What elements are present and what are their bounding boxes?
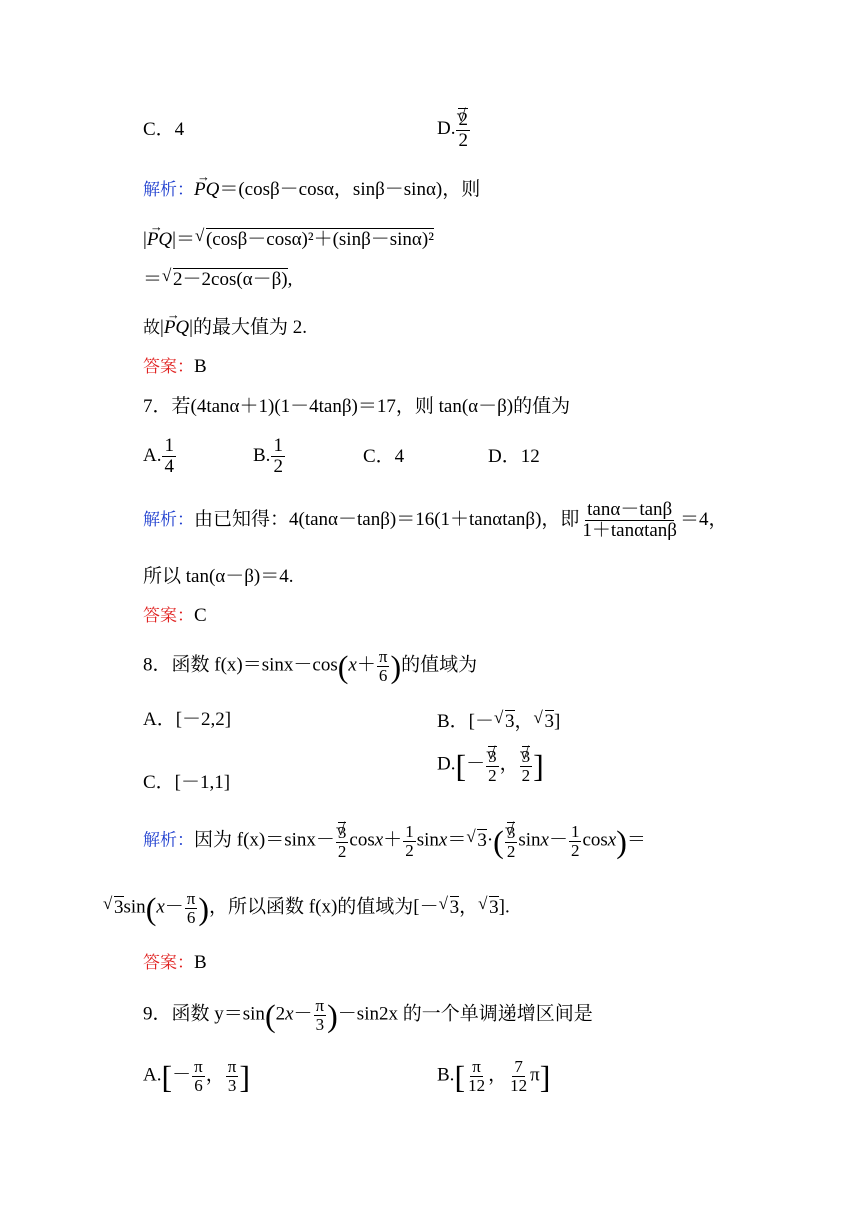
q7-answer xyxy=(143,606,207,625)
q7-option-a: A. $\frac{1}{4}$ xyxy=(143,435,174,477)
q7-option-b-fraction: $\frac{1}{2}$ xyxy=(273,435,283,477)
answer-label: 答案： xyxy=(143,606,194,626)
q6-option-d-label: D. xyxy=(437,117,456,139)
answer-label: 答案： xyxy=(143,357,194,377)
q9-option-b: B.[ $\frac{\pi}{12}$ ， $\frac{7}{12}$ π] xyxy=(437,1057,551,1095)
q7-solution-fraction: $\frac{\tan\alpha-\tan\beta}{1+\tan\alpha\tan\beta}$ xyxy=(582,499,677,541)
q6-solution-line3: ＝√ 2－2cos(α－β), xyxy=(143,268,292,289)
vector-pq: PQ xyxy=(163,317,190,338)
q7-solution-line1: 解析：由已知得：4(tanα－tanβ)＝16(1＋tanαtanβ)，即 $\frac{\tan\alpha-\tan\beta}{1+\tan\alpha\tan\beta}$ ＝4， xyxy=(143,499,728,541)
q6-radical-1: (cosβ－cosα)²＋(sinβ－sinα)² xyxy=(205,229,434,250)
answer-value: B xyxy=(194,952,207,973)
q7-option-a-fraction: $\frac{1}{4}$ xyxy=(164,435,174,477)
q6-solution-text1: ＝(cosβ－cosα，sinβ－sinα)，则 xyxy=(219,179,481,200)
q6-solution-line4: 故|→ PQ|的最大值为 2. xyxy=(143,318,307,337)
q7-option-d: D．12 xyxy=(488,446,540,467)
answer-value: B xyxy=(194,356,207,377)
q8-option-c: C．[－1,1] xyxy=(143,772,231,793)
q8-option-d: D.[－ √ $\frac{3}{2}$ ， √ $\frac{3}{2}$ ] xyxy=(437,746,544,785)
answer-value: C xyxy=(194,605,207,626)
q8-option-a: A．[－2,2] xyxy=(143,709,232,730)
q6-solution-line1 xyxy=(143,180,480,199)
solution-label: 解析： xyxy=(143,180,194,200)
q7-solution-line2: 所以 tan(α－β)＝4. xyxy=(143,566,294,587)
q7-option-b: B. $\frac{1}{2}$ xyxy=(253,435,283,477)
q8-option-b: B．[－√ 3，√ 3] xyxy=(437,710,560,731)
q6-solution-line2: |→ PQ|＝√ (cosβ－cosα)²＋(sinβ－sinα)² xyxy=(143,228,434,249)
q8-solution-line1: 解析：因为 f(x)＝sinx－ √ $\frac{3}{2}$ cosx＋ $\frac{1}{2}$ sinx＝√ 3·( √ $\frac{3}{2}$ sinx－ $\frac{1}{2}$ cosx)＝ xyxy=(143,822,646,861)
q8-answer xyxy=(143,953,207,972)
solution-label: 解析： xyxy=(143,830,194,851)
q7-option-c: C．4 xyxy=(363,446,405,467)
q6-option-d xyxy=(437,108,471,151)
q6-solution-text4: 的最大值为 2. xyxy=(192,317,307,338)
q8-solution-line2: √ 3sin(x－ $\frac{\pi}{6}$ )，所以函数 f(x)的值域为[－√ 3，√ 3]. xyxy=(103,890,510,927)
vector-pq: PQ xyxy=(194,179,220,200)
vector-pq: PQ xyxy=(146,229,173,250)
q6-option-c: C．4 xyxy=(143,119,185,140)
q8-stem: 8．函数 f(x)＝sinx－cos(x＋ $\frac{\pi}{6}$ )的值域为 xyxy=(143,647,478,685)
solution-label: 解析： xyxy=(143,509,194,530)
q9-option-a: A.[－ $\frac{\pi}{6}$ ， $\frac{\pi}{3}$ ] xyxy=(143,1057,251,1095)
q7-stem: 7．若(4tanα＋1)(1－4tanβ)＝17，则 tan(α－β)的值为 xyxy=(143,396,571,417)
q6-option-d-fraction: √ $\frac{2}{2}$ xyxy=(456,108,470,151)
answer-label: 答案： xyxy=(143,953,194,973)
q6-radical-2: 2－2cos(α－β) xyxy=(173,269,288,290)
q6-answer xyxy=(143,357,207,376)
q9-stem: 9．函数 y＝sin(2x－ $\frac{\pi}{3}$ )－sin2x 的一个单调递增区间是 xyxy=(143,996,593,1034)
